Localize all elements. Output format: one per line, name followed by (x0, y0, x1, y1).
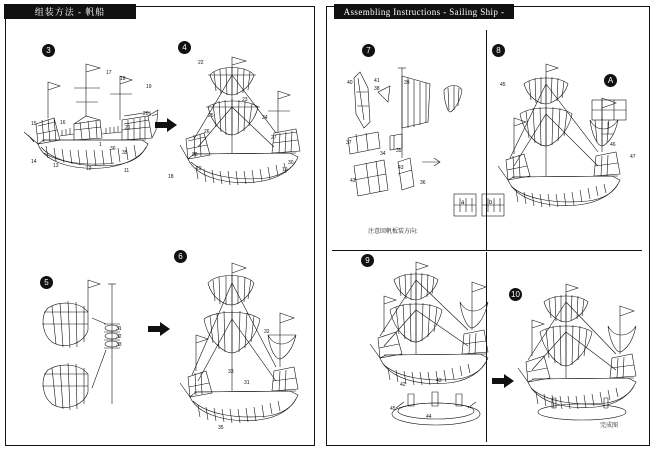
step-3-number: 3 (42, 44, 55, 57)
label-42: 42 (350, 178, 356, 184)
label-25: 25 (208, 113, 214, 119)
arrow-step5-to-step6 (148, 322, 170, 341)
figure-step-9 (368, 262, 498, 392)
figure-detail-a (588, 94, 636, 138)
label-16: 16 (60, 120, 66, 126)
detail-marker-a: A (604, 74, 617, 87)
step-4-number: 4 (178, 41, 191, 54)
arrow-step3-to-step4 (155, 118, 177, 137)
right-page-title: Assembling Instructions - Sailing Ship - (334, 4, 514, 19)
left-page-title: 组装方法 - 帆船 (4, 4, 136, 19)
label-27: 27 (271, 135, 277, 141)
label-45b: 45 (390, 406, 396, 412)
label-18b: 18 (168, 174, 174, 180)
label-19: 19 (146, 84, 152, 90)
label-19b: 19 (282, 167, 288, 173)
label-14: 14 (31, 159, 37, 165)
label-23: 23 (242, 97, 248, 103)
label-30: 30 (288, 160, 294, 166)
step-7-number: 7 (362, 44, 375, 57)
step-10-number: 10 (509, 288, 522, 301)
label-13: 13 (53, 163, 59, 169)
right-page-row-divider (332, 250, 642, 251)
label-20: 20 (143, 111, 149, 117)
label-26: 26 (204, 129, 210, 135)
label-11: 11 (124, 168, 130, 174)
label-36c: 36 (420, 180, 426, 186)
figure-step-10 (516, 282, 642, 422)
label-34: 34 (380, 151, 386, 157)
label-21: 21 (125, 125, 131, 131)
label-36: 36 (110, 146, 116, 152)
note-label-b: b (489, 200, 493, 206)
step-6-number: 6 (174, 250, 187, 263)
label-46: 46 (610, 142, 616, 148)
label-41: 41 (374, 78, 380, 84)
label-39: 39 (404, 80, 410, 86)
step-5-number: 5 (40, 276, 53, 289)
label-22: 22 (198, 60, 204, 66)
figure-step-6 (176, 255, 304, 430)
label-44: 44 (426, 414, 432, 420)
figure-step-5 (30, 278, 150, 408)
label-29: 29 (196, 166, 202, 172)
label-28: 28 (192, 152, 198, 158)
step-8-number: 8 (492, 44, 505, 57)
label-35b: 35 (218, 425, 224, 431)
label-35: 35 (122, 150, 128, 156)
figure-step-3 (24, 58, 164, 183)
label-12: 12 (86, 166, 92, 172)
label-33: 33 (116, 342, 122, 348)
label-1: 1 (99, 142, 102, 148)
label-33b: 33 (228, 369, 234, 375)
note-sail-direction: 注意回帆板装方向: (368, 229, 418, 235)
label-38: 38 (374, 86, 380, 92)
label-43: 43 (398, 165, 404, 171)
completion-label: 完成图 (600, 423, 619, 429)
label-35c: 35 (396, 148, 402, 154)
label-31b: 31 (244, 380, 250, 386)
label-42b: 42 (400, 382, 406, 388)
arrow-step9-to-step10 (492, 374, 514, 393)
label-32: 32 (116, 334, 122, 340)
label-37: 37 (346, 140, 352, 146)
label-18: 18 (120, 76, 126, 82)
note-label-a: a (461, 200, 465, 206)
label-32b: 32 (264, 329, 270, 335)
figure-step-9-stand (388, 384, 484, 428)
label-17: 17 (106, 70, 112, 76)
label-15: 15 (31, 121, 37, 127)
label-45: 45 (500, 82, 506, 88)
label-24: 24 (262, 115, 268, 121)
label-47: 47 (630, 154, 636, 160)
label-31: 31 (116, 326, 122, 332)
step-9-number: 9 (361, 254, 374, 267)
label-40: 40 (347, 80, 353, 86)
label-43b: 43 (436, 378, 442, 384)
